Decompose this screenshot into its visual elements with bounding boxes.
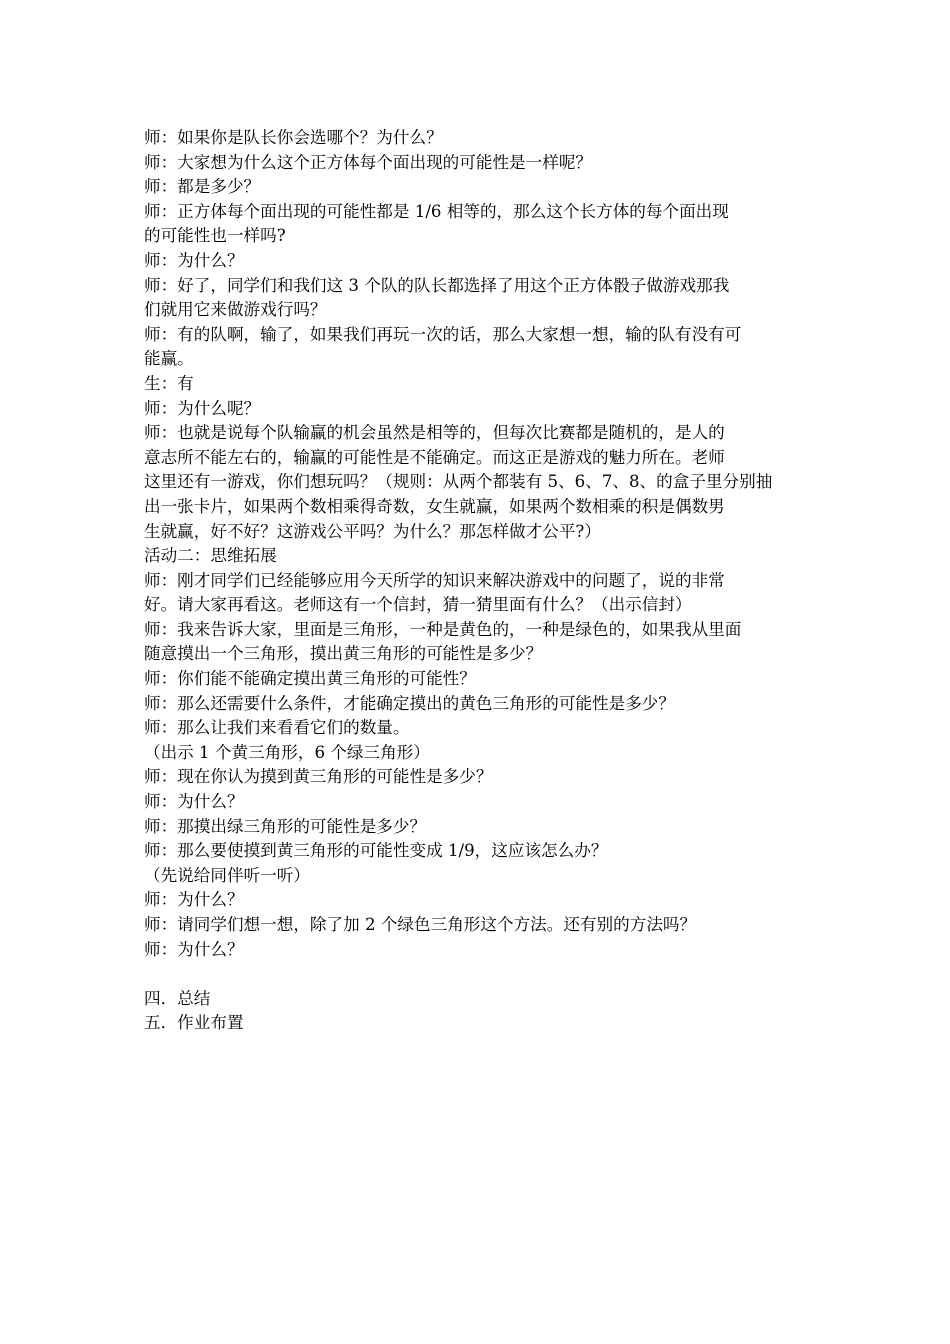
text-line: 师：为什么？	[144, 890, 244, 910]
section-heading-summary: 四．总结	[144, 988, 211, 1008]
document-body	[144, 126, 814, 1036]
text-line: 们就用它来做游戏行吗？	[144, 300, 327, 320]
text-line: 师：如果你是队长你会选哪个？为什么？	[144, 128, 443, 147]
text-line: 师：都是多少？	[144, 177, 261, 197]
text-line: 师：为什么？	[144, 250, 244, 270]
text-line: 好。请大家再看这。老师这有一个信封，猜一猜里面有什么？（出示信封）	[144, 595, 692, 615]
section-heading-homework: 五．作业布置	[144, 1013, 244, 1033]
text-line: 生就赢，好不好？这游戏公平吗？为什么？那怎样做才公平?）	[144, 521, 601, 541]
text-line: 师：请同学们想一想，除了加 2 个绿色三角形这个方法。还有别的方法吗？	[144, 915, 697, 934]
text-line: 师：也就是说每个队输赢的机会虽然是相等的，但每次比赛都是随机的，是人的	[144, 423, 725, 443]
text-line: 能赢。	[144, 349, 194, 369]
text-line: 师：为什么？	[144, 939, 244, 959]
text-line: 师：好了，同学们和我们这 3 个队的队长都选择了用这个正方体骰子做游戏那我	[144, 275, 730, 295]
text-line: 师：正方体每个面出现的可能性都是 1/6 相等的，那么这个长方体的每个面出现	[144, 201, 729, 221]
text-line: 师：现在你认为摸到黄三角形的可能性是多少？	[144, 767, 493, 787]
text-line: 师：为什么？	[144, 792, 244, 812]
text-line: 意志所不能左右的，输赢的可能性是不能确定。而这正是游戏的魅力所在。老师	[144, 447, 725, 467]
text-line: 的可能性也一样吗?	[144, 226, 286, 246]
blank-line	[144, 962, 814, 987]
text-line: 师：那么让我们来看看它们的数量。	[144, 718, 410, 738]
text-line: 随意摸出一个三角形，摸出黄三角形的可能性是多少？	[144, 644, 543, 664]
text-line: 师：那摸出绿三角形的可能性是多少？	[144, 816, 427, 836]
text-line: 师：刚才同学们已经能够应用今天所学的知识来解决游戏中的问题了，说的非常	[144, 570, 725, 590]
text-line: 师：我来告诉大家，里面是三角形，一种是黄色的，一种是绿色的，如果我从里面	[144, 619, 742, 639]
activity-heading: 活动二：思维拓展	[144, 546, 277, 566]
text-line: （先说给同伴听一听）	[144, 865, 310, 885]
text-line: 师：为什么呢？	[144, 398, 261, 418]
text-line: 师：你们能不能确定摸出黄三角形的可能性？	[144, 669, 476, 689]
text-line: 师：大家想为什么这个正方体每个面出现的可能性是一样呢？	[144, 152, 593, 172]
text-line: 出一张卡片，如果两个数相乘得奇数，女生就赢，如果两个数相乘的积是偶数男	[144, 496, 725, 516]
text-line: 生：有	[144, 373, 194, 393]
text-line: 师：有的队啊，输了，如果我们再玩一次的话，那么大家想一想，输的队有没有可	[144, 324, 742, 344]
text-line: 师：那么还需要什么条件，才能确定摸出的黄色三角形的可能性是多少？	[144, 693, 675, 713]
text-line: 师：那么要使摸到黄三角形的可能性变成 1/9，这应该怎么办？	[144, 841, 608, 861]
text-line: （出示 1 个黄三角形，6 个绿三角形）	[144, 742, 430, 762]
text-line: 这里还有一游戏，你们想玩吗？（规则：从两个都装有 5、6、7、8、的盒子里分别抽	[144, 472, 773, 492]
